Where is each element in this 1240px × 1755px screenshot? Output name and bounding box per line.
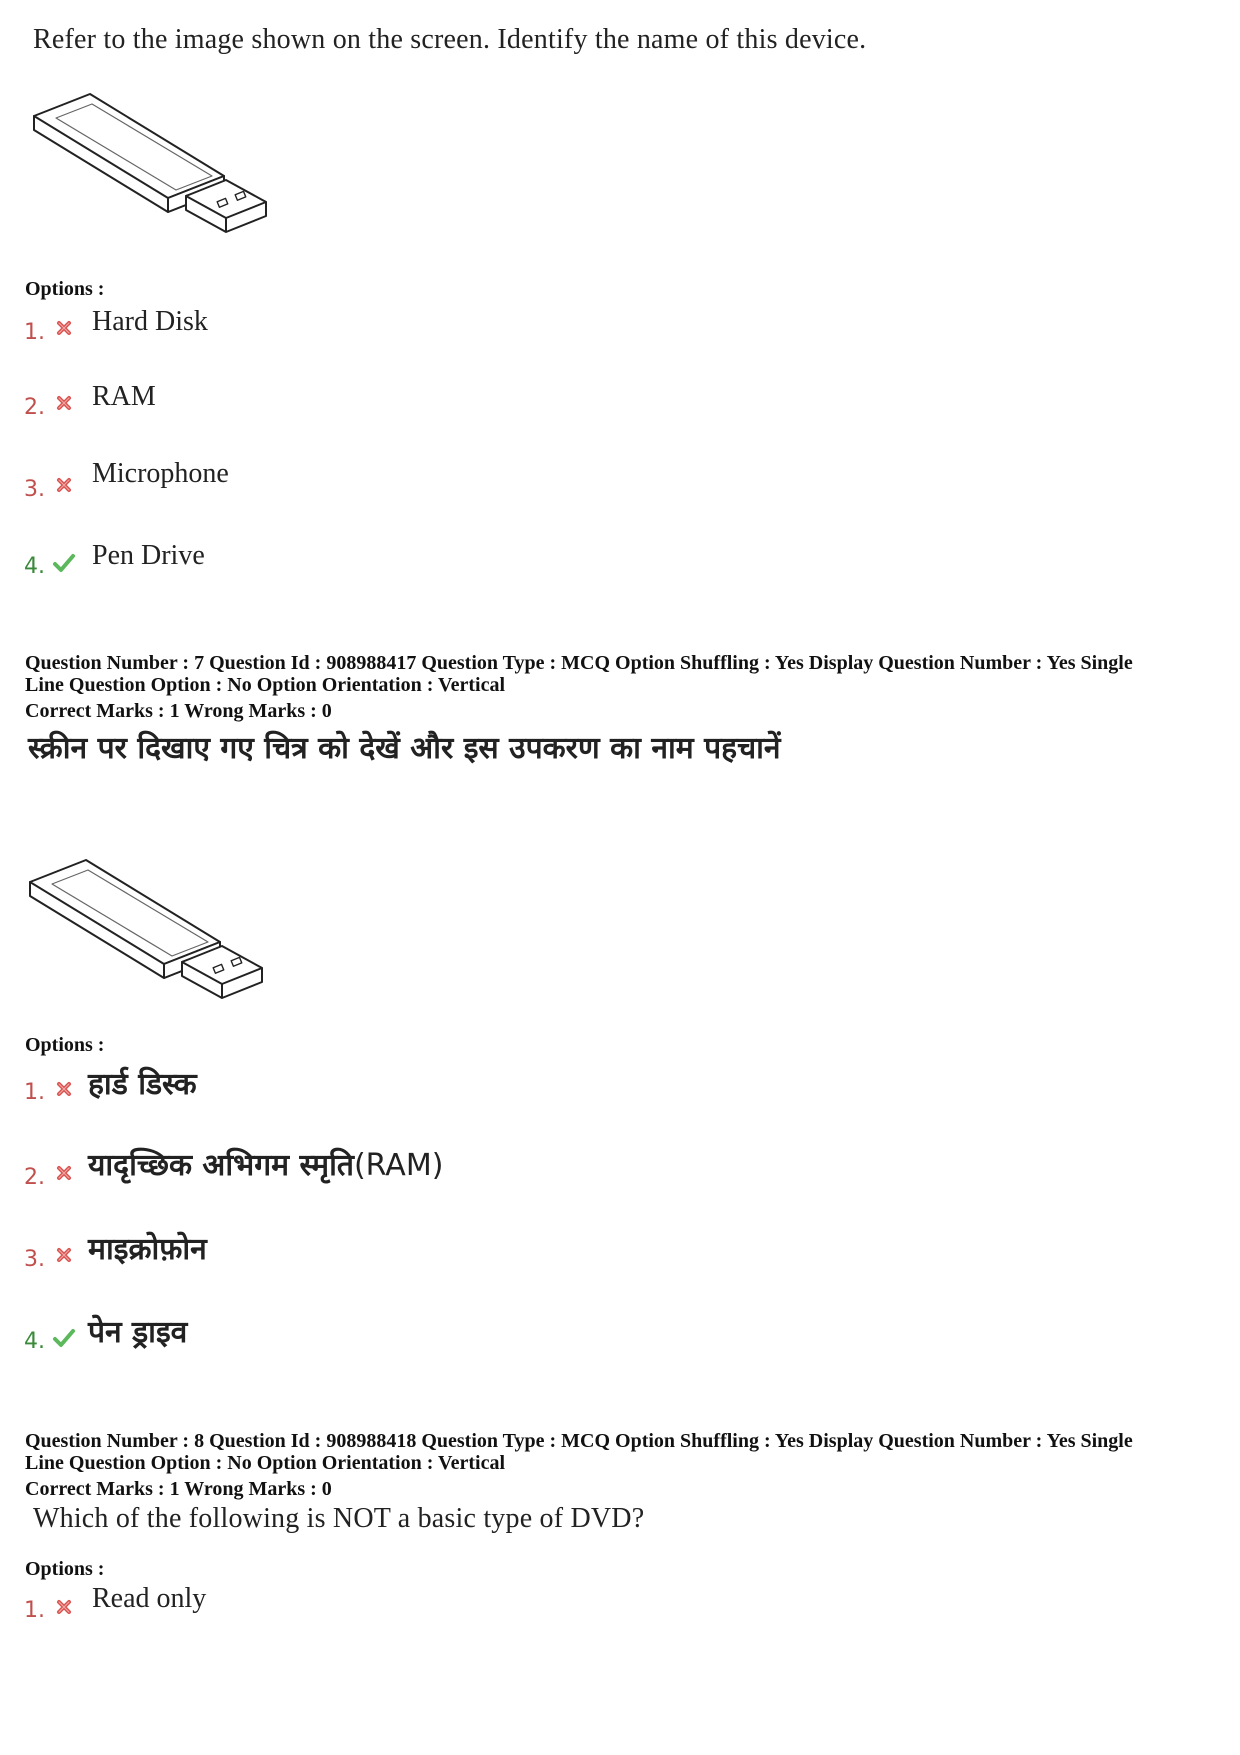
option-text: RAM bbox=[92, 381, 156, 412]
options-label: Options : bbox=[25, 278, 105, 300]
marks-info: Correct Marks : 1 Wrong Marks : 0 bbox=[25, 700, 332, 722]
option-text: Read only bbox=[92, 1583, 207, 1614]
cross-icon bbox=[54, 475, 74, 495]
usb-pen-drive-image bbox=[28, 86, 268, 236]
option-number: 4. bbox=[24, 554, 45, 579]
option-number: 3. bbox=[24, 1247, 45, 1272]
question-meta-line: Question Number : 7 Question Id : 908988417 Question Type : MCQ Option Shuffling : Yes Display Question Number : Yes Single bbox=[25, 652, 1133, 674]
options-label: Options : bbox=[25, 1558, 105, 1580]
option-number: 1. bbox=[24, 320, 45, 345]
option-number: 2. bbox=[24, 395, 45, 420]
marks-info: Correct Marks : 1 Wrong Marks : 0 bbox=[25, 1478, 332, 1500]
cross-icon bbox=[54, 318, 74, 338]
checkmark-icon bbox=[52, 1328, 76, 1348]
question-meta-line: Question Number : 8 Question Id : 908988418 Question Type : MCQ Option Shuffling : Yes Display Question Number : Yes Single bbox=[25, 1430, 1133, 1452]
option-number: 4. bbox=[24, 1329, 45, 1354]
question-meta-line: Line Question Option : No Option Orientation : Vertical bbox=[25, 674, 506, 696]
cross-icon bbox=[54, 1597, 74, 1617]
options-label: Options : bbox=[25, 1034, 105, 1056]
question-meta bbox=[25, 652, 1225, 696]
question-text: Refer to the image shown on the screen. Identify the name of this device. bbox=[33, 24, 867, 55]
option-number: 1. bbox=[24, 1080, 45, 1105]
cross-icon bbox=[54, 393, 74, 413]
option-text: Microphone bbox=[92, 458, 229, 489]
option-text: पेन ड्राइव bbox=[88, 1315, 188, 1350]
question-meta bbox=[25, 1430, 1225, 1474]
option-number: 1. bbox=[24, 1598, 45, 1623]
option-text bbox=[88, 1143, 443, 1184]
option-text: हार्ड डिस्क bbox=[88, 1067, 197, 1102]
cross-icon bbox=[54, 1245, 74, 1265]
cross-icon bbox=[54, 1163, 74, 1183]
option-number: 2. bbox=[24, 1165, 45, 1190]
question-text: स्क्रीन पर दिखाए गए चित्र को देखें और इस उपकरण का नाम पहचानें bbox=[28, 731, 781, 766]
option-text-hindi: यादृच्छिक अभिगम स्मृति bbox=[88, 1148, 354, 1183]
usb-pen-drive-image bbox=[24, 852, 264, 1002]
option-text: Pen Drive bbox=[92, 540, 205, 571]
question-text: Which of the following is NOT a basic type of DVD? bbox=[33, 1503, 645, 1534]
question-meta-line: Line Question Option : No Option Orientation : Vertical bbox=[25, 1452, 506, 1474]
option-text: Hard Disk bbox=[92, 306, 208, 337]
option-text-suffix: (RAM) bbox=[353, 1148, 444, 1183]
cross-icon bbox=[54, 1079, 74, 1099]
option-number: 3. bbox=[24, 477, 45, 502]
option-text: माइक्रोफ़ोन bbox=[88, 1232, 207, 1267]
checkmark-icon bbox=[52, 553, 76, 573]
